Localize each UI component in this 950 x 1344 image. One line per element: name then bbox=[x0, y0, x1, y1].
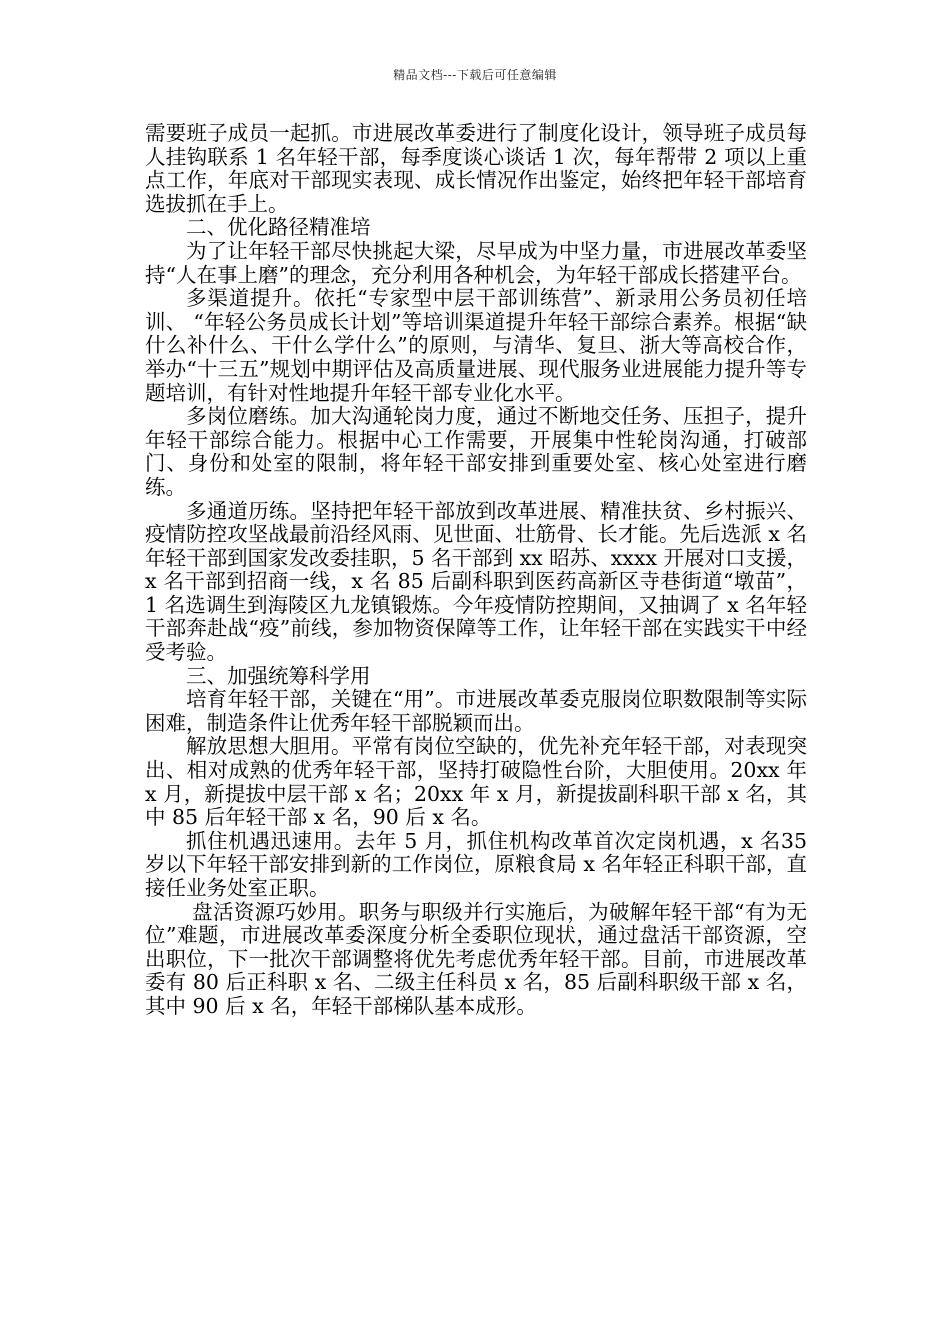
paragraph: 培育年轻干部，关键在“用”。市进展改革委克服岗位职数限制等实际困难，制造条件让优秀年轻干部脱颖而出。 bbox=[145, 687, 807, 735]
document-body bbox=[145, 122, 807, 1019]
section-heading: 三、加强统筹科学用 bbox=[186, 663, 371, 688]
paragraph: 为了让年轻干部尽快挑起大梁，尽早成为中坚力量，市进展改革委坚持“人在事上磨”的理念，充分利用各种机会，为年轻干部成长搭建平台。 bbox=[145, 238, 807, 287]
page-header-note: 精品文档---下载后可任意编辑 bbox=[393, 68, 557, 82]
paragraph: 多岗位磨练。加大沟通轮岗力度，通过不断地交任务、压担子，提升年轻干部综合能力。根据中心工作需要，开展集中性轮岗沟通，打破部门、身份和处室的限制，将年轻干部安排到重要处室、核心处室进行磨练。 bbox=[145, 404, 807, 499]
paragraph: 解放思想大胆用。平常有岗位空缺的，优先补充年轻干部，对表现突出、相对成熟的优秀年轻干部，坚持打破隐性台阶，大胆使用。20xx 年 x 月，新提拔中层干部 x 名；20xx 年 x 月，新提拔副科职干部 x 名，其中 85 后年轻干部 x 名，90 后 x 名。 bbox=[145, 734, 807, 830]
paragraph: 需要班子成员一起抓。市进展改革委进行了制度化设计，领导班子成员每人挂钩联系 1 名年轻干部，每季度谈心谈话 1 次，每年帮带 2 项以上重点工作，年底对干部现实表现、成长情况作出鉴定，始终把年轻干部培育选拔抓在手上。 bbox=[145, 121, 807, 216]
paragraph: 多渠道提升。依托“专家型中层干部训练营”、新录用公务员初任培训、 “年轻公务员成长计划”等培训渠道提升年轻干部综合素养。根据“缺什么补什么、干什么学什么”的原则，与清华、复旦、浙大等高校合作，举办“十三五”规划中期评估及高质量进展、现代服务业进展能力提升等专题培训，有针对性地提升年轻干部专业化水平。 bbox=[145, 286, 807, 405]
paragraph: 多通道历练。坚持把年轻干部放到改革进展、精准扶贫、乡村振兴、疫情防控攻坚战最前沿经风雨、见世面、壮筋骨、长才能。先后选派 x 名年轻干部到国家发改委挂职，5 名干部到 xx 昭苏、xxxx 开展对口支援，x 名干部到招商一线，x 名 85 后副科职到医药高新区寺巷街道“墩苗”，1 名选调生到海陵区九龙镇锻炼。今年疫情防控期间，又抽调了 x 名年轻干部奔赴战“疫”前线，参加物资保障等工作，让年轻干部在实践实干中经受考验。 bbox=[145, 498, 807, 665]
section-heading: 二、优化路径精准培 bbox=[186, 215, 371, 240]
paragraph: 盘活资源巧妙用。职务与职级并行实施后，为破解年轻干部“有为无位”难题，市进展改革委深度分析全委职位现状，通过盘活干部资源，空出职位，下一批次干部调整将优先考虑优秀年轻干部。目前，市进展改革委有 80 后正科职 x 名、二级主任科员 x 名，85 后副科职级干部 x 名，其中 90 后 x 名，年轻干部梯队基本成形。 bbox=[145, 899, 807, 1018]
paragraph: 抓住机遇迅速用。去年 5 月，抓住机构改革首次定岗机遇，x 名35 岁以下年轻干部安排到新的工作岗位，原粮食局 x 名年轻正科职干部，直接任业务处室正职。 bbox=[145, 828, 807, 900]
